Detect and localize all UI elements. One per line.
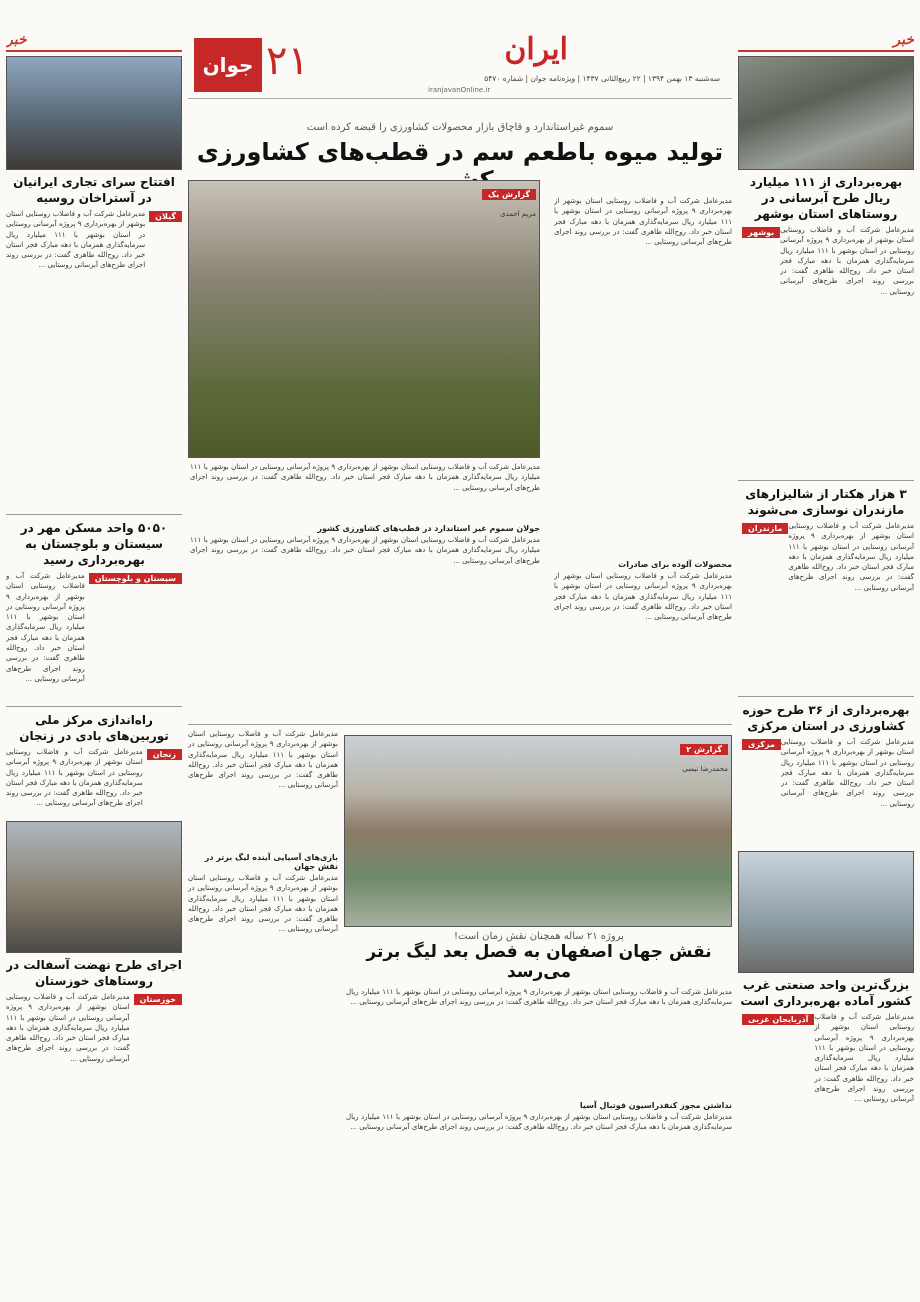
news-body: مدیرعامل شرکت آب و فاضلاب روستایی استان بوشهر از بهره‌برداری ۹ پروژه آبرسانی روستایی در استان بوشهر با ۱۱۱ میلیارد ریال سرمایه‌گذاری همزمان با دهه مبارک فجر استان خبر داد. روح‌الله طاهری گفت: در بررسی روند اجرای طرح‌های آبرسانی روستایی ...: [6, 993, 130, 1063]
stadium-headline-block: [346, 931, 732, 982]
news-body: مدیرعامل شرکت آب و فاضلاب روستایی استان بوشهر از بهره‌برداری ۹ پروژه آبرسانی روستایی در استان بوشهر با ۱۱۱ میلیارد ریال سرمایه‌گذاری همزمان با دهه مبارک فجر استان خبر داد. روح‌الله طاهری گفت: در بررسی روند اجرای طرح‌های آبرسانی روستایی ...: [6, 572, 85, 683]
report-label: گزارش ۲: [680, 744, 728, 755]
story-lower-columns: [190, 462, 540, 718]
stadium-story-area: [188, 724, 732, 1297]
news-headline[interactable]: افتتاح سرای تجاری ایرانیان در آستراخان روسیه: [13, 175, 175, 205]
stadium-kicker: پروژه ۲۱ ساله همچنان نقش زمان است!: [454, 931, 624, 942]
main-kicker: سموم غیراستاندارد و قاچاق بازار محصولات کشاورزی را قبضه کرده است: [306, 122, 614, 133]
javan-logo: جوان: [194, 38, 262, 92]
region-tag: بوشهر: [742, 227, 780, 238]
news-headline[interactable]: بهره‌برداری از ۳۶ طرح حوزه کشاورزی در استان مرکزی: [742, 703, 910, 733]
story-subhead: جولان سموم غیر استاندارد در قطب‌های کشاورزی کشور: [317, 524, 540, 533]
news-body: مدیرعامل شرکت آب و فاضلاب روستایی استان بوشهر از بهره‌برداری ۹ پروژه آبرسانی روستایی در استان بوشهر با ۱۱۱ میلیارد ریال سرمایه‌گذاری همزمان با دهه مبارک فجر استان خبر داد. روح‌الله طاهری گفت: در بررسی روند اجرای طرح‌های آبرسانی روستایی ...: [6, 748, 143, 808]
news-body: مدیرعامل شرکت آب و فاضلاب روستایی استان بوشهر از بهره‌برداری ۹ پروژه آبرسانی روستایی در استان بوشهر با ۱۱۱ میلیارد ریال سرمایه‌گذاری همزمان با دهه مبارک فجر استان خبر داد. روح‌الله طاهری گفت: در بررسی روند اجرای طرح‌های آبرسانی روستایی ...: [814, 1013, 914, 1104]
iran-logo-text: ایران: [504, 32, 568, 67]
news-body: مدیرعامل شرکت آب و فاضلاب روستایی استان بوشهر از بهره‌برداری ۹ پروژه آبرسانی روستایی در استان بوشهر با ۱۱۱ میلیارد ریال سرمایه‌گذاری همزمان با دهه مبارک فجر استان خبر داد. روح‌الله طاهری گفت: در بررسی روند اجرای طرح‌های آبرسانی روستایی ...: [788, 522, 914, 592]
region-tag: مرکزی: [742, 739, 781, 750]
news-headline[interactable]: راه‌اندازی مرکز ملی توربین‌های بادی در زنجان: [19, 713, 169, 743]
left-news-column: [6, 32, 182, 1296]
story-text: مدیرعامل شرکت آب و فاضلاب روستایی استان بوشهر از بهره‌برداری ۹ پروژه آبرسانی روستایی در استان بوشهر با ۱۱۱ میلیارد ریال سرمایه‌گذاری همزمان با دهه مبارک فجر استان خبر داد. روح‌الله طاهری گفت: در بررسی روند اجرای طرح‌های آبرسانی روستایی ...: [188, 730, 338, 790]
story-text: مدیرعامل شرکت آب و فاضلاب روستایی استان بوشهر از بهره‌برداری ۹ پروژه آبرسانی روستایی در استان بوشهر با ۱۱۱ میلیارد ریال سرمایه‌گذاری همزمان با دهه مبارک فجر استان خبر داد. روح‌الله طاهری گفت: در بررسی روند اجرای طرح‌های آبرسانی روستایی ...: [346, 988, 732, 1007]
report-label-block: [680, 737, 728, 775]
news-headline[interactable]: بهره‌برداری از ۱۱۱ میلیارد ریال طرح آبرسانی در روستاهای استان بوشهر: [749, 175, 903, 221]
photo-caption: مدیرعامل شرکت آب و فاضلاب روستایی استان بوشهر از بهره‌برداری ۹ پروژه آبرسانی روستایی در استان بوشهر با ۱۱۱ میلیارد ریال سرمایه‌گذاری همزمان با دهه مبارک فجر استان خبر داد. روح‌الله طاهری گفت: در بررسی روند اجرای طرح‌های آبرسانی روستایی ...: [190, 463, 540, 492]
byline: محمدرضا نیسی: [682, 765, 728, 773]
dateline: سه‌شنبه ۱۳ بهمن ۱۳۹۴ | ۲۲ ربیع‌الثانی ۱۴۳۷ | ویژه‌نامه جوان | شماره ۵۴۷۰: [484, 74, 720, 83]
story-text: مدیرعامل شرکت آب و فاضلاب روستایی استان بوشهر از بهره‌برداری ۹ پروژه آبرسانی روستایی در استان بوشهر با ۱۱۱ میلیارد ریال سرمایه‌گذاری همزمان با دهه مبارک فجر استان خبر داد. روح‌الله طاهری گفت: در بررسی روند اجرای طرح‌های آبرسانی روستایی ...: [190, 536, 540, 565]
region-tag: سیستان و بلوچستان: [89, 573, 182, 584]
right-news-column: [738, 32, 914, 1296]
news-body: مدیرعامل شرکت آب و فاضلاب روستایی استان بوشهر از بهره‌برداری ۹ پروژه آبرسانی روستایی در استان بوشهر با ۱۱۱ میلیارد ریال سرمایه‌گذاری همزمان با دهه مبارک فجر استان خبر داد. روح‌الله طاهری گفت: در بررسی روند اجرای طرح‌های آبرسانی روستایی ...: [780, 226, 914, 296]
main-headline[interactable]: تولید میوه باطعم سم در قطب‌های کشاورزی: [196, 138, 724, 166]
main-photo-block: [190, 180, 540, 456]
region-tag: آذربایجان غربی: [742, 1014, 814, 1025]
stadium-left-column: [188, 729, 338, 1289]
date-text: سه‌شنبه ۱۳ بهمن ۱۳۹۴ | ۲۲ ربیع‌الثانی ۱۴۳۷: [582, 74, 720, 83]
road-photo: [6, 821, 182, 953]
supplement-number: ۲۱: [266, 38, 309, 84]
story-right-column: [554, 178, 732, 718]
stadium-headline[interactable]: نقش جهان اصفهان به فصل بعد لیگ برتر می‌رسد: [366, 942, 712, 982]
region-tag: خوزستان: [134, 994, 182, 1005]
story-subhead: محصولات آلوده برای صادرات: [618, 560, 732, 569]
orchard-photo: [188, 180, 540, 458]
region-tag: زنجان: [147, 749, 182, 760]
main-story-area: [188, 178, 732, 718]
news-body: مدیرعامل شرکت آب و فاضلاب روستایی استان بوشهر از بهره‌برداری ۹ پروژه آبرسانی روستایی در استان بوشهر با ۱۱۱ میلیارد ریال سرمایه‌گذاری همزمان با دهه مبارک فجر استان خبر داد. روح‌الله طاهری گفت: در بررسی روند اجرای طرح‌های آبرسانی روستایی ...: [6, 210, 146, 270]
news-headline[interactable]: بزرگ‌ترین واحد صنعتی غرب کشور آماده بهره‌برداری است: [740, 978, 912, 1008]
iran-logo: [468, 32, 568, 72]
factory-photo: [738, 851, 914, 973]
section-label: خبر: [6, 32, 27, 48]
issue-number: ویژه‌نامه جوان | شماره ۵۴۷۰: [484, 74, 576, 83]
report-label: گزارش یک: [482, 189, 536, 200]
story-text: مدیرعامل شرکت آب و فاضلاب روستایی استان بوشهر از بهره‌برداری ۹ پروژه آبرسانی روستایی در استان بوشهر با ۱۱۱ میلیارد ریال سرمایه‌گذاری همزمان با دهه مبارک فجر استان خبر داد. روح‌الله طاهری گفت: در بررسی روند اجرای طرح‌های آبرسانی روستایی ...: [554, 197, 732, 247]
website-link[interactable]: iranjavanOnline.ir: [428, 86, 491, 94]
news-headline[interactable]: ۳ هزار هکتار از شالیزارهای مازندران نوسازی می‌شوند: [745, 487, 907, 517]
stadium-photo: [344, 735, 732, 927]
story-subhead: بازی‌های آسیایی آینده لیگ برتر در نقش جهان: [204, 853, 338, 871]
stadium-text: [346, 987, 732, 1287]
story-subhead: نداشتن مجوز کنفدراسیون فوتبال آسیا: [579, 1101, 732, 1110]
news-photo: [6, 56, 182, 170]
story-text: مدیرعامل شرکت آب و فاضلاب روستایی استان بوشهر از بهره‌برداری ۹ پروژه آبرسانی روستایی در استان بوشهر با ۱۱۱ میلیارد ریال سرمایه‌گذاری همزمان با دهه مبارک فجر استان خبر داد. روح‌الله طاهری گفت: در بررسی روند اجرای طرح‌های آبرسانی روستایی ...: [188, 874, 338, 934]
masthead: [188, 32, 732, 99]
news-photo: [738, 56, 914, 170]
region-tag: مازندران: [742, 523, 788, 534]
story-text: مدیرعامل شرکت آب و فاضلاب روستایی استان بوشهر از بهره‌برداری ۹ پروژه آبرسانی روستایی در استان بوشهر با ۱۱۱ میلیارد ریال سرمایه‌گذاری همزمان با دهه مبارک فجر استان خبر داد. روح‌الله طاهری گفت: در بررسی روند اجرای طرح‌های آبرسانی روستایی ...: [346, 1113, 732, 1132]
section-header: [738, 32, 914, 52]
story-text: مدیرعامل شرکت آب و فاضلاب روستایی استان بوشهر از بهره‌برداری ۹ پروژه آبرسانی روستایی در استان بوشهر با ۱۱۱ میلیارد ریال سرمایه‌گذاری همزمان با دهه مبارک فجر استان خبر داد. روح‌الله طاهری گفت: در بررسی روند اجرای طرح‌های آبرسانی روستایی ...: [554, 572, 732, 622]
news-headline[interactable]: اجرای طرح نهضت آسفالت در روستاهای خوزستان: [6, 958, 182, 988]
byline: مریم احمدی: [500, 210, 536, 218]
section-label: خبر: [893, 32, 914, 48]
news-body: مدیرعامل شرکت آب و فاضلاب روستایی استان بوشهر از بهره‌برداری ۹ پروژه آبرسانی روستایی در استان بوشهر با ۱۱۱ میلیارد ریال سرمایه‌گذاری همزمان با دهه مبارک فجر استان خبر داد. روح‌الله طاهری گفت: در بررسی روند اجرای طرح‌های آبرسانی روستایی ...: [780, 738, 914, 808]
stadium-photo-block: [346, 735, 732, 925]
news-headline[interactable]: ۵۰۵۰ واحد مسکن مهر در سیستان و بلوچستان به بهره‌برداری رسید: [20, 521, 168, 567]
report-label-block: [482, 182, 536, 220]
section-header: [6, 32, 182, 52]
region-tag: گیلان: [149, 211, 182, 222]
